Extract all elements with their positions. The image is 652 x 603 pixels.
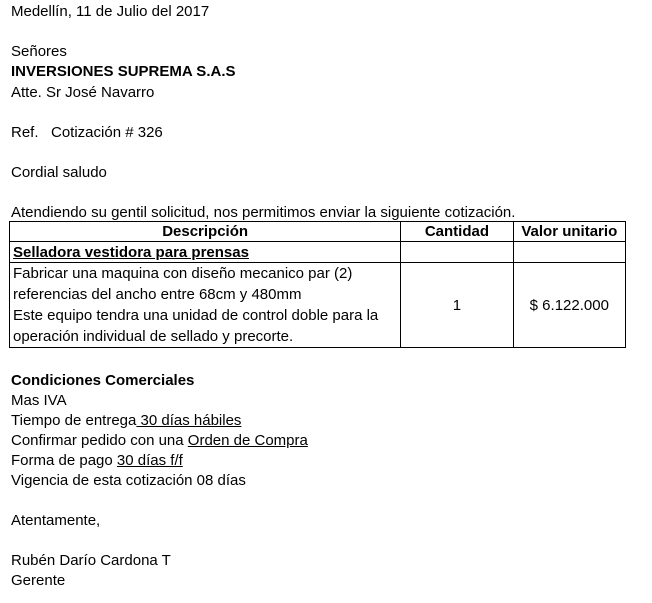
item-description-cell <box>10 263 401 348</box>
signer-name: Rubén Darío Cardona T <box>11 552 171 569</box>
signer-title: Gerente <box>11 572 66 589</box>
payment-value: 30 días f/f <box>116 452 183 469</box>
section-empty-qty <box>401 242 513 263</box>
header-unit-price: Valor unitario <box>513 222 625 242</box>
section-empty-price <box>513 242 625 263</box>
item-quantity: 1 <box>401 263 513 348</box>
attention-line: Atte. Sr José Navarro <box>11 84 155 101</box>
delivery-label: Tiempo de entrega <box>11 412 137 429</box>
conditions-validity: Vigencia de esta cotización 08 días <box>11 472 246 489</box>
order-label: Confirmar pedido con una <box>11 432 188 449</box>
header-description: Descripción <box>10 222 401 242</box>
header-quantity: Cantidad <box>401 222 513 242</box>
conditions-order <box>11 432 308 450</box>
delivery-value: 30 días hábiles <box>136 412 242 429</box>
item-unit-price: $ 6.122.000 <box>513 263 625 348</box>
conditions-payment <box>11 452 183 470</box>
item-description-2: Este equipo tendra una unidad de control doble para la operación individual de sellado y precorte. <box>13 307 379 345</box>
company-name: INVERSIONES SUPREMA S.A.S <box>11 63 236 80</box>
table-section-row <box>10 242 626 263</box>
section-title: Selladora vestidora para prensas <box>10 242 401 263</box>
conditions-delivery <box>11 412 241 430</box>
intro-text: Atendiendo su gentil solicitud, nos permitimos enviar la siguiente cotización. <box>11 204 516 221</box>
order-value: Orden de Compra <box>187 432 308 449</box>
reference-line: Ref. Cotización # 326 <box>11 124 163 141</box>
conditions-iva: Mas IVA <box>11 392 67 409</box>
farewell: Atentamente, <box>11 512 101 529</box>
conditions-title: Condiciones Comerciales <box>11 372 195 389</box>
table-row <box>10 263 626 348</box>
payment-label: Forma de pago <box>11 452 117 469</box>
quotation-table <box>9 221 626 348</box>
salutation: Señores <box>11 43 67 60</box>
item-description-1: Fabricar una maquina con diseño mecanico par (2) referencias del ancho entre 68cm y 480mm <box>13 265 353 303</box>
greeting: Cordial saludo <box>11 164 107 181</box>
table-header-row <box>10 222 626 242</box>
place-date: Medellín, 11 de Julio del 2017 <box>11 3 210 20</box>
